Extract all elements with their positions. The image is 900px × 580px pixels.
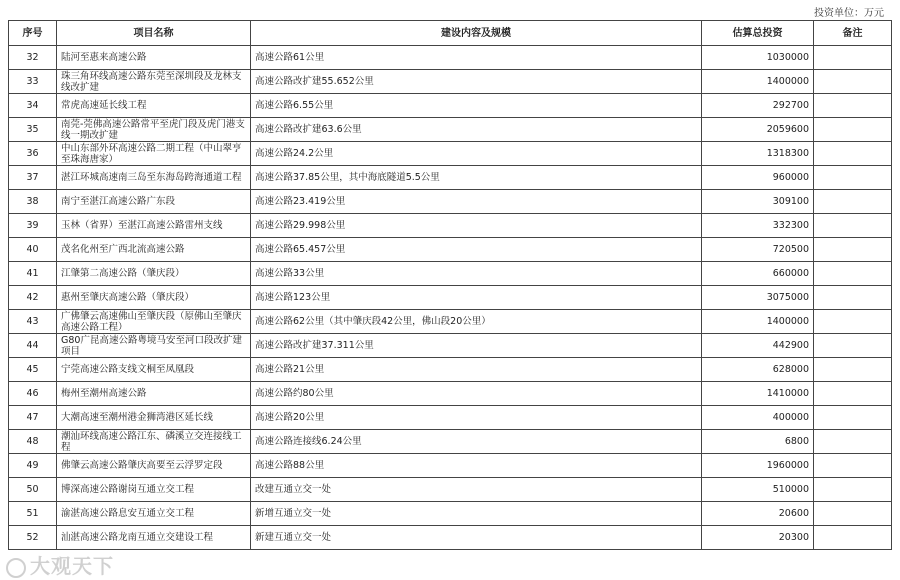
cell-remark [814, 406, 892, 430]
table-row [9, 358, 892, 382]
cell-remark [814, 430, 892, 454]
cell-index: 51 [9, 502, 57, 526]
cell-content: 新增互通立交一处 [251, 502, 702, 526]
cell-index: 43 [9, 310, 57, 334]
cell-project-name: 玉林（省界）至湛江高速公路雷州支线 [57, 214, 251, 238]
table-row [9, 262, 892, 286]
cell-content: 高速公路62公里（其中肇庆段42公里，佛山段20公里） [251, 310, 702, 334]
cell-investment: 309100 [702, 190, 814, 214]
cell-index: 44 [9, 334, 57, 358]
cell-index: 47 [9, 406, 57, 430]
header-content: 建设内容及规模 [251, 21, 702, 46]
cell-investment: 1410000 [702, 382, 814, 406]
cell-content: 改建互通立交一处 [251, 478, 702, 502]
cell-project-name: 珠三角环线高速公路东莞至深圳段及龙林支线改扩建 [57, 70, 251, 94]
cell-project-name: 梅州至潮州高速公路 [57, 382, 251, 406]
cell-index: 37 [9, 166, 57, 190]
table-row [9, 526, 892, 550]
cell-index: 45 [9, 358, 57, 382]
cell-project-name: 佛肇云高速公路肇庆高要至云浮罗定段 [57, 454, 251, 478]
header-index: 序号 [9, 21, 57, 46]
cell-remark [814, 502, 892, 526]
cell-remark [814, 70, 892, 94]
cell-remark [814, 262, 892, 286]
cell-content: 高速公路改扩建63.6公里 [251, 118, 702, 142]
watermark-logo-icon [6, 558, 26, 578]
cell-project-name: 汕湛高速公路龙南互通立交建设工程 [57, 526, 251, 550]
table-row [9, 166, 892, 190]
cell-investment: 1960000 [702, 454, 814, 478]
cell-project-name: 中山东部外环高速公路二期工程（中山翠亨至珠海唐家） [57, 142, 251, 166]
cell-investment: 20300 [702, 526, 814, 550]
cell-index: 49 [9, 454, 57, 478]
cell-content: 高速公路约80公里 [251, 382, 702, 406]
cell-content: 高速公路65.457公里 [251, 238, 702, 262]
cell-content: 高速公路24.2公里 [251, 142, 702, 166]
project-table [8, 20, 892, 550]
cell-project-name: 常虎高速延长线工程 [57, 94, 251, 118]
cell-project-name: 南莞-莞佛高速公路常平至虎门段及虎门港支线一期改扩建 [57, 118, 251, 142]
cell-index: 52 [9, 526, 57, 550]
cell-investment: 628000 [702, 358, 814, 382]
table-row [9, 454, 892, 478]
cell-remark [814, 454, 892, 478]
table-row [9, 142, 892, 166]
cell-remark [814, 238, 892, 262]
cell-index: 41 [9, 262, 57, 286]
cell-project-name: 渝湛高速公路息安互通立交工程 [57, 502, 251, 526]
table-row [9, 430, 892, 454]
cell-project-name: 宁莞高速公路支线文桐至凤凰段 [57, 358, 251, 382]
cell-index: 36 [9, 142, 57, 166]
cell-investment: 332300 [702, 214, 814, 238]
cell-index: 50 [9, 478, 57, 502]
cell-investment: 660000 [702, 262, 814, 286]
cell-project-name: 茂名化州至广西北流高速公路 [57, 238, 251, 262]
cell-investment: 1400000 [702, 70, 814, 94]
cell-remark [814, 142, 892, 166]
cell-content: 高速公路37.85公里，其中海底隧道5.5公里 [251, 166, 702, 190]
cell-index: 39 [9, 214, 57, 238]
cell-content: 高速公路33公里 [251, 262, 702, 286]
table-row [9, 334, 892, 358]
watermark [6, 550, 114, 579]
cell-index: 34 [9, 94, 57, 118]
cell-remark [814, 94, 892, 118]
cell-index: 33 [9, 70, 57, 94]
cell-content: 高速公路改扩建55.652公里 [251, 70, 702, 94]
table-row [9, 70, 892, 94]
cell-content: 高速公路88公里 [251, 454, 702, 478]
table-row [9, 238, 892, 262]
cell-index: 40 [9, 238, 57, 262]
cell-investment: 1400000 [702, 310, 814, 334]
cell-remark [814, 478, 892, 502]
cell-index: 48 [9, 430, 57, 454]
investment-unit-note: 投资单位：万元 [814, 8, 884, 19]
cell-project-name: 陆河至惠来高速公路 [57, 46, 251, 70]
cell-remark [814, 310, 892, 334]
cell-index: 35 [9, 118, 57, 142]
cell-project-name: 博深高速公路谢岗互通立交工程 [57, 478, 251, 502]
cell-remark [814, 166, 892, 190]
cell-project-name: 南宁至湛江高速公路广东段 [57, 190, 251, 214]
cell-investment: 292700 [702, 94, 814, 118]
cell-investment: 510000 [702, 478, 814, 502]
cell-content: 高速公路61公里 [251, 46, 702, 70]
cell-project-name: 江肇第二高速公路（肇庆段） [57, 262, 251, 286]
cell-project-name: G80广昆高速公路粤境马安至河口段改扩建项目 [57, 334, 251, 358]
cell-project-name: 大潮高速至潮州港金狮湾港区延长线 [57, 406, 251, 430]
cell-index: 46 [9, 382, 57, 406]
cell-content: 高速公路6.55公里 [251, 94, 702, 118]
header-investment: 估算总投资 [702, 21, 814, 46]
table-body [9, 46, 892, 550]
table-row [9, 118, 892, 142]
cell-content: 高速公路连接线6.24公里 [251, 430, 702, 454]
cell-remark [814, 382, 892, 406]
cell-project-name: 潮汕环线高速公路江东、磷溪立交连接线工程 [57, 430, 251, 454]
table-row [9, 46, 892, 70]
cell-remark [814, 118, 892, 142]
header-remark: 备注 [814, 21, 892, 46]
table-row [9, 214, 892, 238]
cell-investment: 960000 [702, 166, 814, 190]
cell-content: 新建互通立交一处 [251, 526, 702, 550]
cell-investment: 400000 [702, 406, 814, 430]
cell-investment: 720500 [702, 238, 814, 262]
cell-index: 38 [9, 190, 57, 214]
cell-remark [814, 526, 892, 550]
table-header-row [9, 21, 892, 46]
cell-content: 高速公路改扩建37.311公里 [251, 334, 702, 358]
cell-investment: 6800 [702, 430, 814, 454]
cell-investment: 442900 [702, 334, 814, 358]
cell-remark [814, 214, 892, 238]
header-project-name: 项目名称 [57, 21, 251, 46]
cell-investment: 2059600 [702, 118, 814, 142]
table-row [9, 406, 892, 430]
table-row [9, 478, 892, 502]
table-row [9, 310, 892, 334]
cell-project-name: 广佛肇云高速佛山至肇庆段（原佛山至肇庆高速公路工程） [57, 310, 251, 334]
cell-investment: 1030000 [702, 46, 814, 70]
cell-content: 高速公路21公里 [251, 358, 702, 382]
cell-index: 32 [9, 46, 57, 70]
cell-investment: 20600 [702, 502, 814, 526]
table-row [9, 190, 892, 214]
table-row [9, 94, 892, 118]
cell-index: 42 [9, 286, 57, 310]
cell-remark [814, 46, 892, 70]
cell-content: 高速公路23.419公里 [251, 190, 702, 214]
cell-remark [814, 334, 892, 358]
cell-remark [814, 190, 892, 214]
cell-investment: 1318300 [702, 142, 814, 166]
table-row [9, 286, 892, 310]
cell-remark [814, 358, 892, 382]
watermark-text: 大观天下 [30, 554, 114, 578]
cell-investment: 3075000 [702, 286, 814, 310]
cell-remark [814, 286, 892, 310]
table-row [9, 502, 892, 526]
cell-content: 高速公路123公里 [251, 286, 702, 310]
cell-content: 高速公路20公里 [251, 406, 702, 430]
cell-content: 高速公路29.998公里 [251, 214, 702, 238]
cell-project-name: 湛江环城高速南三岛至东海岛跨海通道工程 [57, 166, 251, 190]
cell-project-name: 惠州至肇庆高速公路（肇庆段） [57, 286, 251, 310]
table-row [9, 382, 892, 406]
